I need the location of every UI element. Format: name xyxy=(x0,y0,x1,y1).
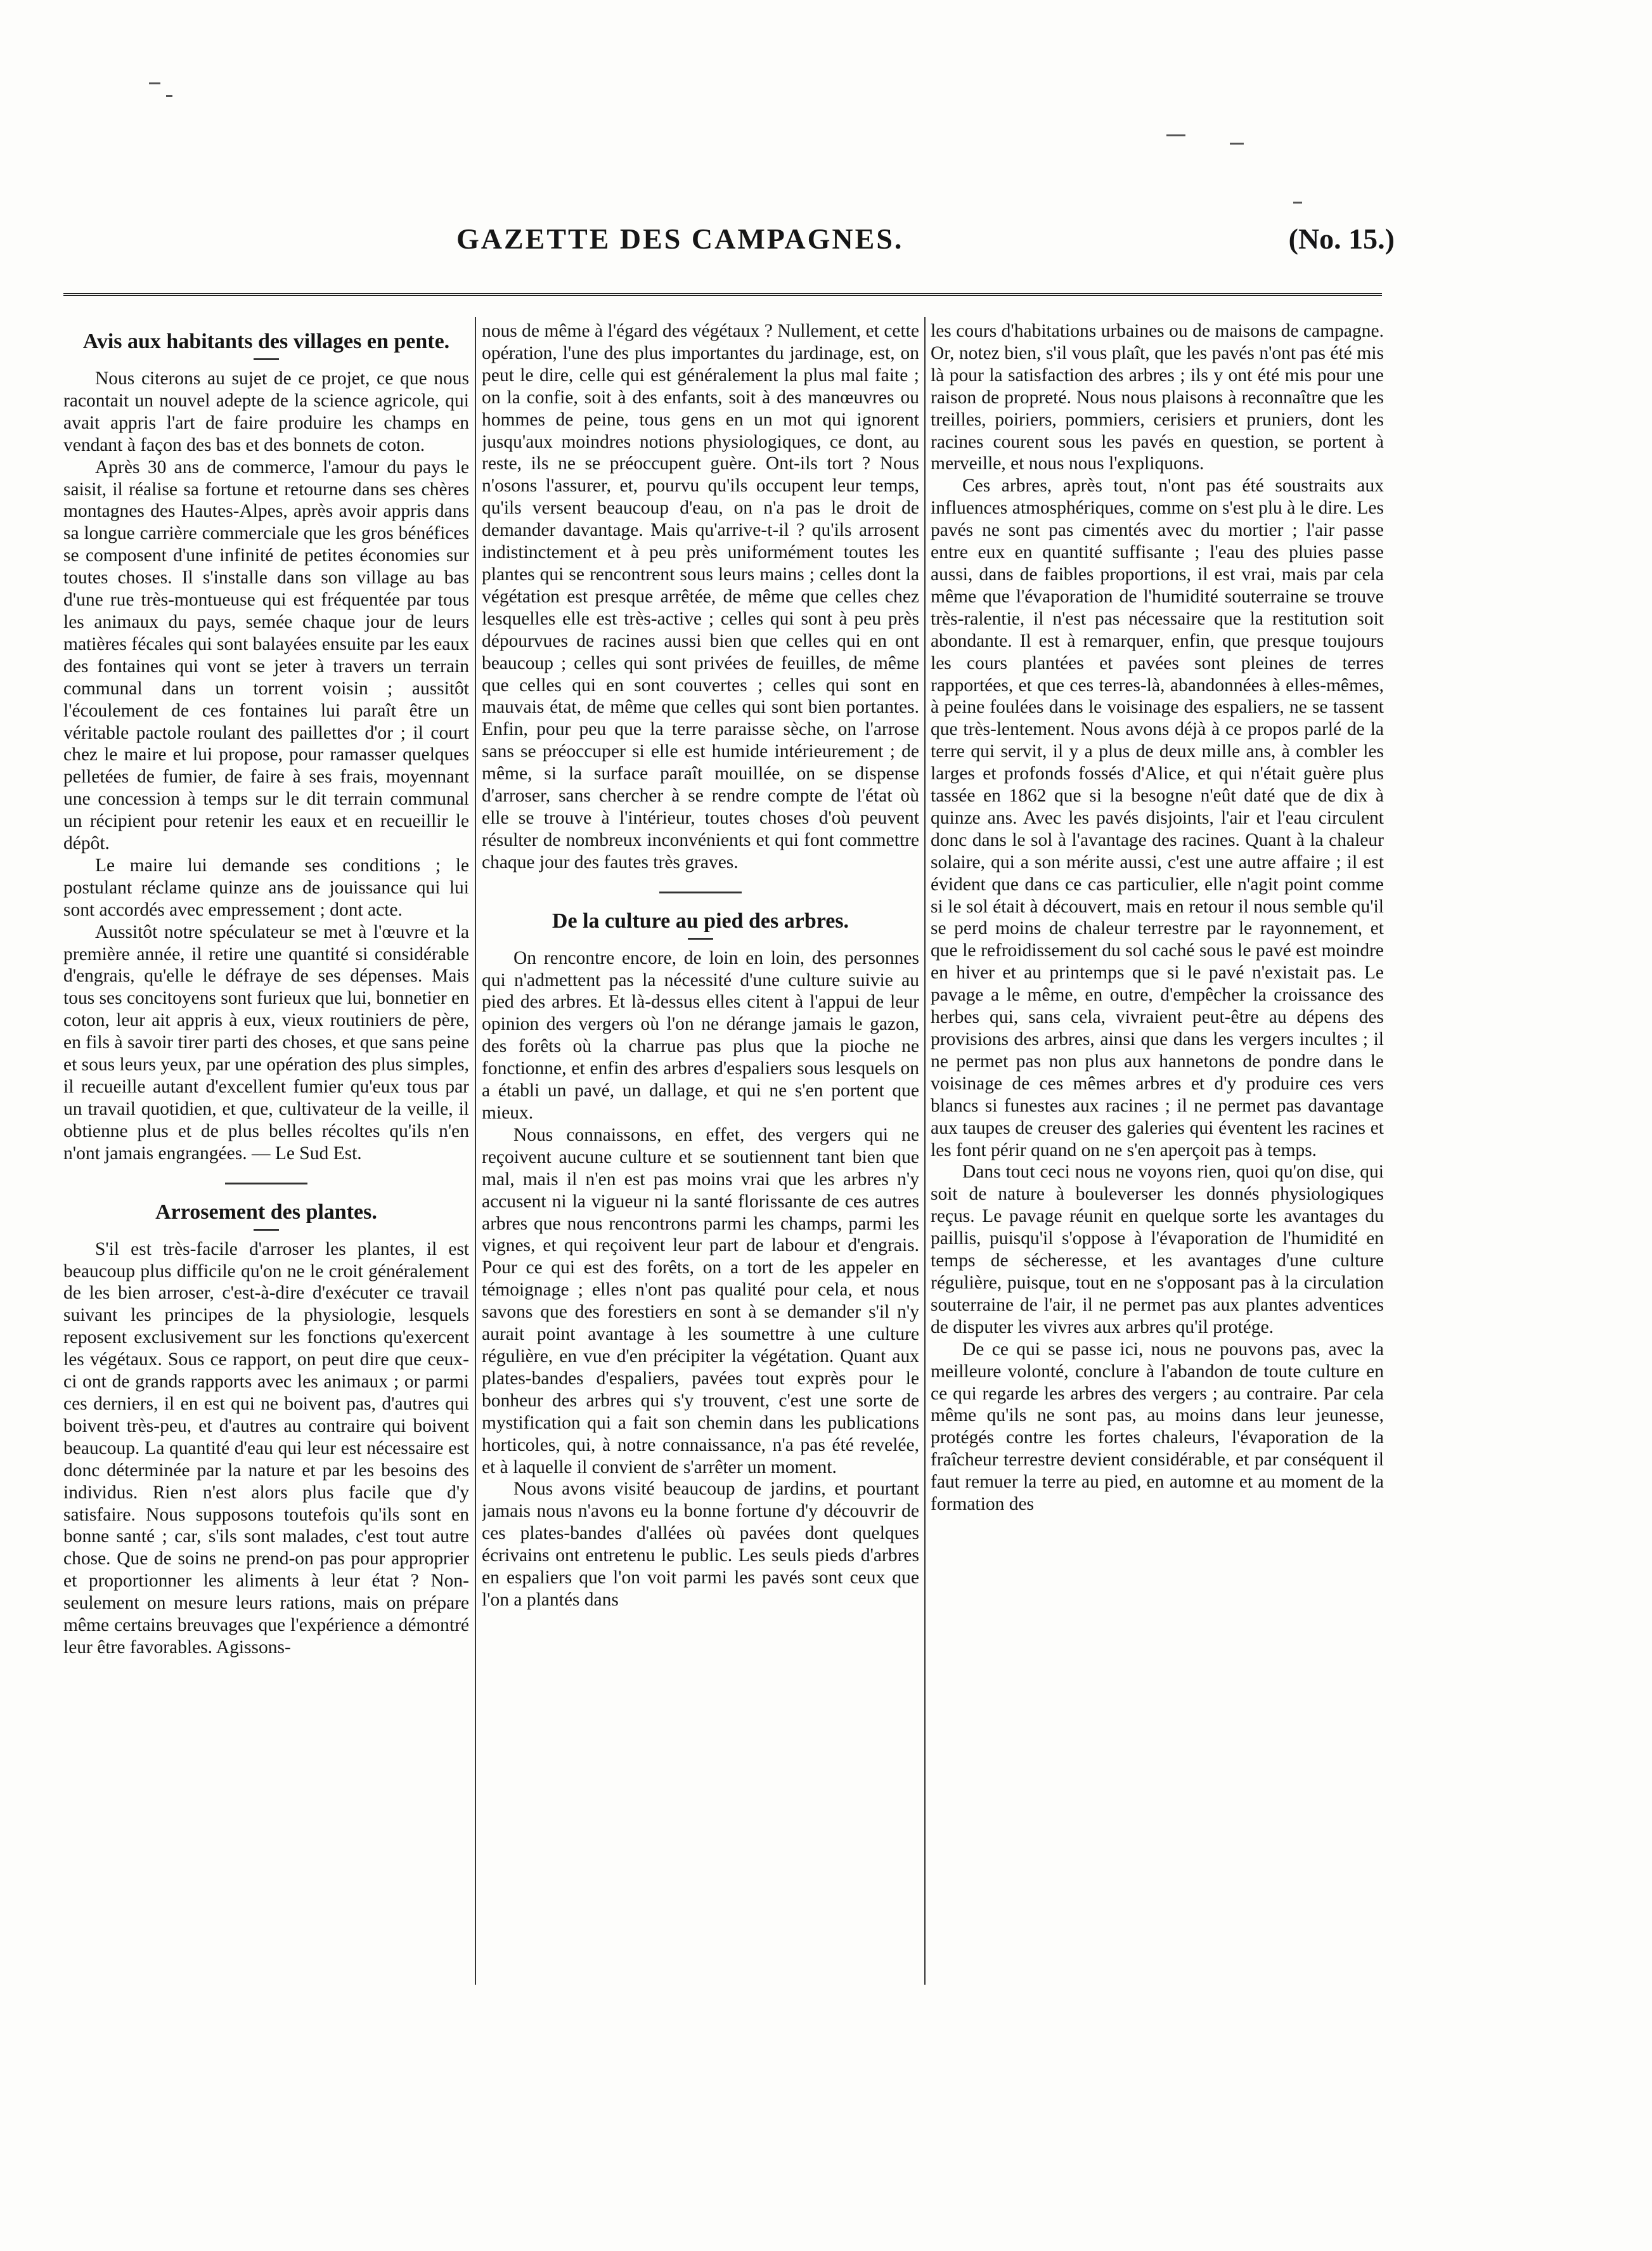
paragraph: Nous connaissons, en effet, des vergers qui ne reçoivent aucune culture et se soutiennent tant bien que mal, mais il n'en est pas moins vrai que les arbres n'y accusent ni la vigueur ni la santé florissante de ces autres arbres que nous rencontrons parmi les champs, parmi les vignes, et qui reçoivent leur part de labour et d'engrais. Pour ce qui est des forêts, on a tort de les appeler en témoignage ; elles n'ont pas qualité pour cela, et nous savons que des forestiers en sont à se demander s'il n'y aurait point avantage à les soumettre à une culture régulière, en vue d'en précipiter la végétation. Quant aux plates-bandes d'espaliers, pavées tout exprès pour le bonheur des arbres qui s'y trouvent, c'est une sorte de mystification qui a fait son chemin dans les publications horticoles, qui, à notre connaissance, n'a pas été revelée, et à laquelle il convient de s'arrêter un moment. xyxy=(482,1124,919,1477)
column-divider xyxy=(924,317,926,1985)
newspaper-title: GAZETTE DES CAMPAGNES. xyxy=(456,223,904,255)
masthead xyxy=(63,222,1395,260)
paragraph: Nous citerons au sujet de ce projet, ce que nous racontait un nouvel adepte de la science agricole, qui avait appris l'art de faire produire les champs en vendant à façon des bas et des bonnets de coton. xyxy=(63,368,469,455)
paragraph: les cours d'habitations urbaines ou de maisons de campagne. Or, notez bien, s'il vous plaît, que les pavés n'ont pas été mis là pour la satisfaction des arbres ; ils y ont été mis pour une raison de propreté. Nous nous plaisons à reconnaître que les treilles, poiriers, pommiers, cerisiers et pruniers, dont les racines courent sous les pavés en question, se portent à merveille, et nous nous l'expliquons. xyxy=(931,321,1384,474)
paragraph: nous de même à l'égard des végétaux ? Nullement, et cette opération, l'une des plus importantes du jardinage, est, on peut le dire, celle qui est généralement la plus mal faite ; on la confie, soit à des enfants, soit à des manœuvres ou hommes de peine, tous gens en un mot qui ignorent jusqu'aux moindres notions physiologiques, ce dont, au reste, ils ne se préoccupent guère. Ont-ils tort ? Nous n'osons l'assurer, et, pourvu qu'ils occupent leur temps, qu'ils versent beaucoup d'eau, on n'a pas le droit de demander davantage. Mais qu'arrive-t-il ? qu'ils arrosent indistinctement et à peu près uniformément toutes les plantes qui se rencontrent sous leurs mains ; celles dont la végétation est presque arrêtée, de même que celles chez lesquelles elle est très-active ; celles qui sont à peu près dépourvues de racines aussi bien que celles qui en ont beaucoup ; celles qui sont privées de feuilles, de même que celles qui en sont couvertes ; celles qui sont en mauvais état, de même que celles qui sont bien portantes. Enfin, pour peu que la terre paraisse sèche, on l'arrose sans se préoccuper si elle est humide intérieurement ; de même, si la surface paraît mouillée, on se dispense d'arroser, sans chercher à se rendre compte de l'état où elle se trouve à l'intérieur, toutes choses d'où peuvent résulter de nombreux inconvénients et qui font commettre chaque jour des fautes très graves. xyxy=(482,321,919,873)
article-heading: De la culture au pied des arbres. xyxy=(552,909,849,933)
paragraph: S'il est très-facile d'arroser les plantes, il est beaucoup plus difficile qu'on ne le croit généralement de les bien arroser, c'est-à-dire d'exécuter ce travail suivant les principes de la physiologie, lesquels reposent exclusivement sur les fonctions qu'exercent les végétaux. Sous ce rapport, on peut dire que ceux-ci ont de grands rapports avec les animaux ; or parmi ces derniers, il en est qui ne boivent pas, d'autres qui boivent très-peu, et d'autres au contraire qui boivent beaucoup. La quantité d'eau qui leur est nécessaire est donc déterminée par la nature et par les besoins des individus. Rien n'est alors plus facile que d'y satisfaire. Nous supposons toutefois qu'ils sont en bonne santé ; car, s'ils sont malades, c'est tout autre chose. Que de soins ne prend-on pas pour approprier et proportionner les aliments à leur état ? Non-seulement on mesure leurs rations, mais on prépare même certains breuvages que l'expérience a démontré leur être favorables. Agissons- xyxy=(63,1238,469,1657)
print-speck xyxy=(1293,202,1302,204)
article-heading: Avis aux habitants des villages en pente. xyxy=(82,330,450,353)
section-rule xyxy=(225,1183,307,1184)
heading-dash xyxy=(688,938,713,940)
heading-dash xyxy=(254,358,279,360)
paragraph: Le maire lui demande ses conditions ; le postulant réclame quinze ans de jouissance qui lui sont accordés avec empressement ; dont acte. xyxy=(63,855,469,920)
column-1 xyxy=(63,320,469,1975)
paragraph: De ce qui se passe ici, nous ne pouvons pas, avec la meilleure volonté, conclure à l'abandon de toute culture en ce qui regarde les arbres des vergers ; au contraire. Par cela même qu'ils ne sont pas, au moins dans leur jeunesse, protégés contre les fortes chaleurs, l'évaporation de la fraîcheur terrestre devient considérable, et par conséquent il faut remuer la terre au pied, en automne et au moment de la formation des xyxy=(931,1339,1384,1515)
print-speck xyxy=(166,95,172,97)
heading-dash xyxy=(254,1229,279,1231)
paragraph: Après 30 ans de commerce, l'amour du pays le saisit, il réalise sa fortune et retourne dans ses chères montagnes des Hautes-Alpes, après avoir appris dans sa longue carrière commerciale que les gros bénéfices se composent d'une infinité de petites économies sur toutes choses. Il s'installe dans son village au bas d'une rue très-montueuse qui est fréquentée par tous les animaux du pays, semée chaque jour de leurs matières fécales qui sont balayées ensuite par les eaux des fontaines qui vont se jeter à travers un terrain communal dans un torrent voisin ; aussitôt l'écoulement de ces fontaines lui paraît être un véritable pactole roulant des paillettes d'or ; il court chez le maire et lui propose, pour ramasser quelques pelletées de fumier, de faire à ses frais, moyennant une concession à temps sur le dit terrain communal un récipient pour retenir les eaux et en recueillir le dépôt. xyxy=(63,457,469,854)
paragraph: Dans tout ceci nous ne voyons rien, quoi qu'on dise, qui soit de nature à bouleverser les donnés physiologiques reçus. Le pavage réunit en quelque sorte les avantages du paillis, puisqu'il s'oppose à l'évaporation de l'humidité en temps de sécheresse, et les avantages d'une culture régulière, puisque, tout en ne s'opposant pas à la circulation souterraine de l'air, il ne permet pas aux plantes adventices de disputer les vivres aux arbres qu'il protége. xyxy=(931,1162,1384,1337)
issue-number: (No. 15.) xyxy=(1288,223,1395,255)
paragraph: On rencontre encore, de loin en loin, des personnes qui n'admettent pas la nécessité d'une culture suivie au pied des arbres. Et là-dessus elles citent à l'appui de leur opinion des vergers où l'on ne dérange jamais le gazon, des forêts où la charrue pas plus que la pioche ne fonctionne, et enfin des arbres d'espaliers sous lesquels on a établi un pavé, un dallage, et qui ne s'en portent que mieux. xyxy=(482,947,919,1123)
section-rule xyxy=(659,892,742,893)
column-3 xyxy=(931,320,1384,1975)
column-2 xyxy=(482,320,919,1975)
paragraph: Ces arbres, après tout, n'ont pas été soustraits aux influences atmosphériques, comme on s'est plu à le dire. Les pavés ne sont pas cimentés avec du mortier ; l'air passe entre eux en quantité suffisante ; l'eau des pluies passe aussi, dans de faibles proportions, il est vrai, mais par cela même que l'évaporation de l'humidité souterraine se trouve très-ralentie, il n'est pas nécessaire que la restitution soit abondante. Il est à remarquer, enfin, que presque toujours les cours plantées et pavées sont pleines de terres rapportées, et que ces terres-là, abandonnées à elles-mêmes, à peine foulées dans le voisinage des espaliers, ne se tassent que très-lentement. Nous avons déjà à ce propos parlé de la terre qui servit, il y a plus de deux mille ans, à combler les larges et profonds fossés d'Alice, et qui n'était guère plus tassée en 1862 que si la besogne n'eût daté que de dix à quinze ans. Avec les pavés disjoints, l'air et l'eau circulent donc dans le sol à l'avantage des racines. Quant à la chaleur solaire, qui a son mérite aussi, c'est une autre affaire ; il est évident que dans ce cas particulier, elle n'agit point comme si le sol était à découvert, mais en retour il nous semble qu'il se perd moins de chaleur terrestre par le rayonnement, et que le refroidissement du sol caché sous le pavé est moindre en hiver et au printemps que si le pavé n'existait pas. Le pavage a le même, en outre, d'empêcher la croissance des herbes qui, sans cela, vivraient peut-être au dépens des provisions des arbres, ainsi que dans les vergers incultes ; il ne permet pas non plus aux hannetons de pondre dans le voisinage de ces mêmes arbres et d'y produire ces vers blancs si funestes aux racines ; il ne permet pas davantage aux taupes de creuser des galeries qui éventent les racines et les font périr quand on ne s'en aperçoit pas à temps. xyxy=(931,476,1384,1160)
paragraph: Nous avons visité beaucoup de jardins, et pourtant jamais nous n'avons eu la bonne fortune d'y découvrir de ces plates-bandes d'allées où pavées dont quelques écrivains ont entretenu le public. Les seuls pieds d'arbres en espaliers que l'on voit parmi les pavés sont ceux que l'on a plantés dans xyxy=(482,1479,919,1610)
article-heading: Arrosement des plantes. xyxy=(155,1200,377,1224)
header-rule xyxy=(63,293,1382,299)
print-speck xyxy=(1166,134,1185,136)
column-divider xyxy=(475,317,476,1985)
print-speck xyxy=(149,82,160,84)
print-speck xyxy=(1230,143,1244,145)
paragraph: Aussitôt notre spéculateur se met à l'œuvre et la première année, il retire une quantité si considérable d'engrais, qu'elle le défraye de ses dépenses. Mais tous ses concitoyens sont furieux que lui, bonnetier en coton, leur ait appris à eux, vieux routiniers de père, en fils à savoir tirer parti des choses, et que sans peine et sous leurs yeux, par une opération des plus simples, il recueille autant d'excellent fumier qu'eux tous par un travail quotidien, et que, cultivateur de la veille, il obtienne plus et de plus belles récoltes qu'ils n'en n'ont jamais engrangées. — Le Sud Est. xyxy=(63,921,469,1164)
